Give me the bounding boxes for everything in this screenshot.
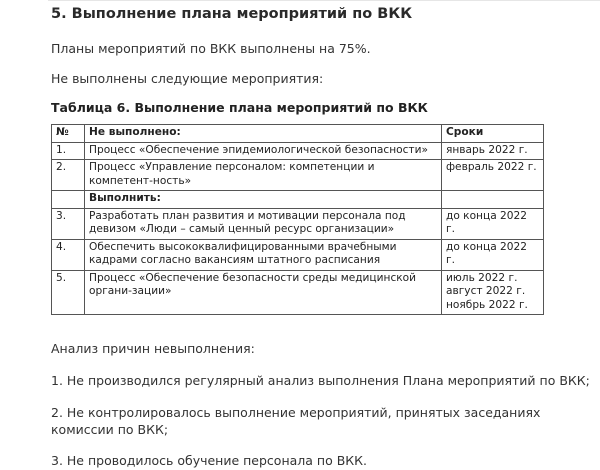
header-number: № <box>52 125 85 143</box>
table-header-row <box>52 125 544 143</box>
subheader-to-do: Выполнить: <box>85 191 442 209</box>
row-term: август 2022 г. <box>446 285 526 297</box>
row-term: июль 2022 г. <box>446 271 518 284</box>
row-term: январь 2022 г. <box>442 142 544 160</box>
subheader-empty-cell <box>52 191 85 209</box>
plan-table <box>51 124 544 315</box>
table-caption: Таблица 6. Выполнение плана мероприятий по ВКК <box>51 100 428 115</box>
table-row <box>52 208 544 239</box>
table-subheader-row <box>52 191 544 209</box>
row-term: до конца 2022 г. <box>442 239 544 270</box>
reason-item-1: 1. Не производился регулярный анализ выполнения Плана мероприятий по ВКК; <box>51 373 590 388</box>
row-text: Обеспечить высококвалифицированными врачебными кадрами согласно вакансиям штатного расписания <box>85 239 442 270</box>
row-term: до конца 2022 г. <box>442 208 544 239</box>
reason-item-2: 2. Не контролировалось выполнение мероприятий, принятых заседаниях комиссии по ВКК; <box>51 405 541 437</box>
row-term: февраль 2022 г. <box>442 160 544 191</box>
paragraph-not-done: Не выполнены следующие мероприятия: <box>51 71 324 86</box>
row-number: 2. <box>52 160 85 191</box>
table-row <box>52 270 544 315</box>
row-number: 5. <box>52 270 85 315</box>
reason-item-3: 3. Не проводилось обучение персонала по ВКК. <box>51 453 368 468</box>
paragraph-done: Планы мероприятий по ВКК выполнены на 75%. <box>51 41 371 56</box>
row-number: 4. <box>52 239 85 270</box>
row-text: Процесс «Обеспечение безопасности среды медицинской органи-зации» <box>85 270 442 315</box>
table-row <box>52 239 544 270</box>
row-text: Процесс «Управление персоналом: компетенции и компетент-ность» <box>85 160 442 191</box>
row-number: 1. <box>52 142 85 160</box>
analysis-intro: Анализ причин невыполнения: <box>51 341 255 356</box>
header-not-done: Не выполнено: <box>85 125 442 143</box>
table-row <box>52 142 544 160</box>
subheader-empty-cell <box>442 191 544 209</box>
section-title: 5. Выполнение плана мероприятий по ВКК <box>51 6 413 22</box>
table-row <box>52 160 544 191</box>
row-number: 3. <box>52 208 85 239</box>
row-term: ноябрь 2022 г. <box>446 298 528 311</box>
row-terms <box>442 270 544 315</box>
top-divider <box>48 0 600 1</box>
row-text: Разработать план развития и мотивации персонала под девизом «Люди – самый ценный ресурс организации» <box>85 208 442 239</box>
header-terms: Сроки <box>442 125 544 143</box>
row-text: Процесс «Обеспечение эпидемиологической безопасности» <box>85 142 442 160</box>
